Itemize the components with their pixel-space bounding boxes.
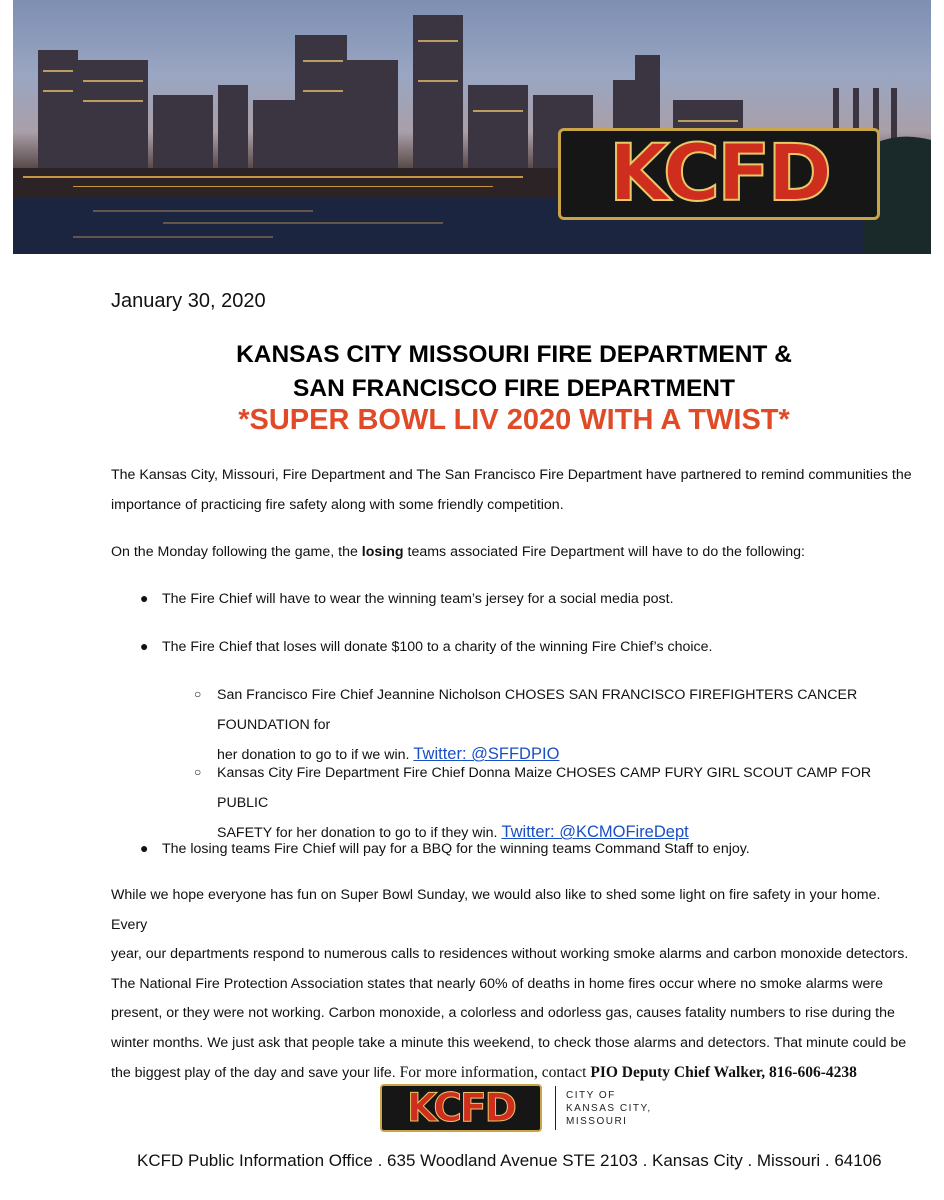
footer-logo-divider xyxy=(555,1086,556,1130)
kcfd-logo xyxy=(558,128,880,220)
bullet-icon: ● xyxy=(140,638,149,654)
safety-line: year, our departments respond to numerous calls to residences without working smoke alarms and carbon monoxide detectors. xyxy=(111,946,909,962)
terms-text-after: teams associated Fire Department will have to do the following: xyxy=(403,544,805,560)
kcfd-logo-text: KCFD xyxy=(608,129,830,219)
footer-logo-text: KCFD xyxy=(406,1085,516,1131)
intro-line-1: The Kansas City, Missouri, Fire Department and The San Francisco Fire Department have partnered to remind communities the xyxy=(111,467,912,483)
safety-line: winter months. We just ask that people take a minute this weekend, to check those alarms and detectors. That minute could be xyxy=(111,1034,907,1051)
state-label: MISSOURI xyxy=(566,1116,628,1127)
footer-kcfd-logo xyxy=(380,1084,542,1132)
list-item: The losing teams Fire Chief will pay for a BBQ for the winning teams Command Staff to enjoy. xyxy=(162,841,750,857)
sub-item-sf-line-1: San Francisco Fire Chief Jeannine Nicholson CHOSES SAN FRANCISCO FIREFIGHTERS CANCER FOUNDATION for xyxy=(217,687,858,733)
contact-prefix: For more information, contact xyxy=(399,1064,591,1081)
safety-line: The National Fire Protection Association states that nearly 60% of deaths in home fires occur where no smoke alarms were xyxy=(111,975,884,992)
bullet-icon: ● xyxy=(140,840,149,856)
intro-paragraph xyxy=(111,461,917,520)
safety-line: While we hope everyone has fun on Super Bowl Sunday, we would also like to shed some light on fire safety in your home. Every xyxy=(111,887,881,933)
contact-info: PIO Deputy Chief Walker, 816-606-4238 xyxy=(590,1064,857,1081)
terms-text-before: On the Monday following the game, the xyxy=(111,544,362,560)
list-item: The Fire Chief that loses will donate $100 to a charity of the winning Fire Chief’s choice. xyxy=(162,639,713,655)
sub-list-item-sf xyxy=(217,681,917,771)
sub-bullet-icon: ○ xyxy=(194,687,202,701)
twitter-sffdpio-link[interactable]: Twitter: @SFFDPIO xyxy=(413,745,560,763)
city-name-label: KANSAS CITY, xyxy=(566,1103,652,1114)
intro-line-2: importance of practicing fire safety along with some friendly competition. xyxy=(111,496,564,513)
headline-line-2: SAN FRANCISCO FIRE DEPARTMENT xyxy=(293,375,735,402)
header-banner xyxy=(13,0,931,254)
sub-bullet-icon: ○ xyxy=(194,765,202,779)
sub-item-sf-line-2: her donation to go to if we win. xyxy=(217,747,414,763)
safety-line-last: the biggest play of the day and save your life. xyxy=(111,1065,400,1081)
sub-item-kc-line-2: SAFETY for her donation to go to if they win. xyxy=(217,825,502,841)
safety-paragraph xyxy=(111,881,917,1089)
sub-item-kc-line-1: Kansas City Fire Department Fire Chief Donna Maize CHOSES CAMP FURY GIRL SCOUT CAMP FOR PUBLIC xyxy=(217,765,872,811)
terms-bold-word: losing xyxy=(361,544,404,560)
list-item: The Fire Chief will have to wear the winning team’s jersey for a social media post. xyxy=(162,591,674,607)
terms-paragraph xyxy=(111,538,917,568)
city-of-label: CITY OF xyxy=(566,1090,616,1101)
safety-line: present, or they were not working. Carbon monoxide, a colorless and odorless gas, causes fatality numbers to rise during the xyxy=(111,1005,895,1021)
headline-subtitle: *SUPER BOWL LIV 2020 WITH A TWIST* xyxy=(238,404,790,436)
release-date: January 30, 2020 xyxy=(111,290,266,312)
twitter-kcmofiredept-link[interactable]: Twitter: @KCMOFireDept xyxy=(501,823,689,841)
headline-line-1: KANSAS CITY MISSOURI FIRE DEPARTMENT & xyxy=(236,341,792,368)
footer-address: KCFD Public Information Office . 635 Woodland Avenue STE 2103 . Kansas City . Missouri . 64106 xyxy=(137,1151,882,1170)
bullet-icon: ● xyxy=(140,590,149,606)
